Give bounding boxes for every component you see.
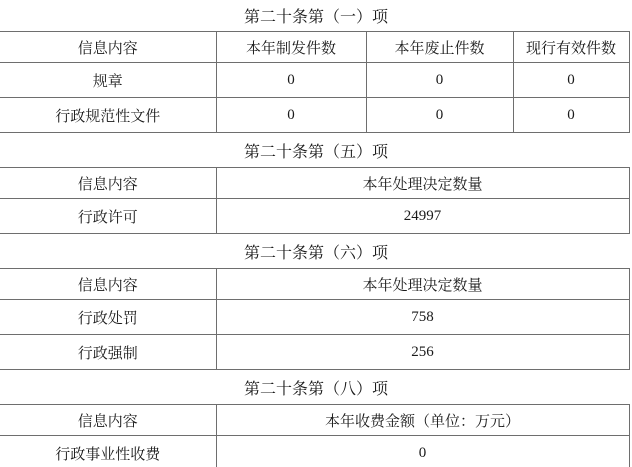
table-row xyxy=(0,98,629,133)
row-label: 行政事业性收费 xyxy=(0,436,216,467)
data-table xyxy=(0,31,630,133)
column-header: 信息内容 xyxy=(0,168,216,199)
section-title: 第二十条第（一）项 xyxy=(243,9,388,26)
cell-value: 0 xyxy=(366,98,513,133)
cell-value: 256 xyxy=(216,335,629,370)
table-row xyxy=(0,300,629,335)
column-header: 本年处理决定数量 xyxy=(216,168,629,199)
column-header: 本年收费金额（单位：万元） xyxy=(216,405,629,436)
table-row xyxy=(0,63,629,98)
cell-value: 0 xyxy=(366,63,513,98)
section-title: 第二十条第（五）项 xyxy=(243,143,388,161)
data-table xyxy=(0,167,630,234)
column-header: 信息内容 xyxy=(0,405,216,436)
data-table xyxy=(0,268,630,370)
cell-value: 0 xyxy=(513,98,629,133)
report-section xyxy=(0,133,632,234)
column-header: 本年处理决定数量 xyxy=(216,269,629,300)
report-section xyxy=(0,0,632,133)
row-label: 规章 xyxy=(0,63,216,98)
report-section xyxy=(0,234,632,370)
column-header: 现行有效件数 xyxy=(513,32,629,63)
cell-value: 24997 xyxy=(216,199,629,234)
cell-value: 758 xyxy=(216,300,629,335)
data-table xyxy=(0,404,630,467)
cell-value: 0 xyxy=(216,63,366,98)
column-header: 信息内容 xyxy=(0,269,216,300)
table-header-row xyxy=(0,405,629,436)
cell-value: 0 xyxy=(216,98,366,133)
table-header-row xyxy=(0,168,629,199)
column-header: 本年制发件数 xyxy=(216,32,366,63)
table-header-row xyxy=(0,269,629,300)
row-label: 行政规范性文件 xyxy=(0,98,216,133)
table-header-row xyxy=(0,32,629,63)
row-label: 行政强制 xyxy=(0,335,216,370)
section-title: 第二十条第（八）项 xyxy=(243,380,388,398)
section-title: 第二十条第（六）项 xyxy=(243,244,388,262)
table-row xyxy=(0,335,629,370)
report-section xyxy=(0,370,632,467)
row-label: 行政处罚 xyxy=(0,300,216,335)
column-header: 信息内容 xyxy=(0,32,216,63)
column-header: 本年废止件数 xyxy=(366,32,513,63)
table-row xyxy=(0,436,629,467)
row-label: 行政许可 xyxy=(0,199,216,234)
cell-value: 0 xyxy=(513,63,629,98)
table-row xyxy=(0,199,629,234)
cell-value: 0 xyxy=(216,436,629,467)
